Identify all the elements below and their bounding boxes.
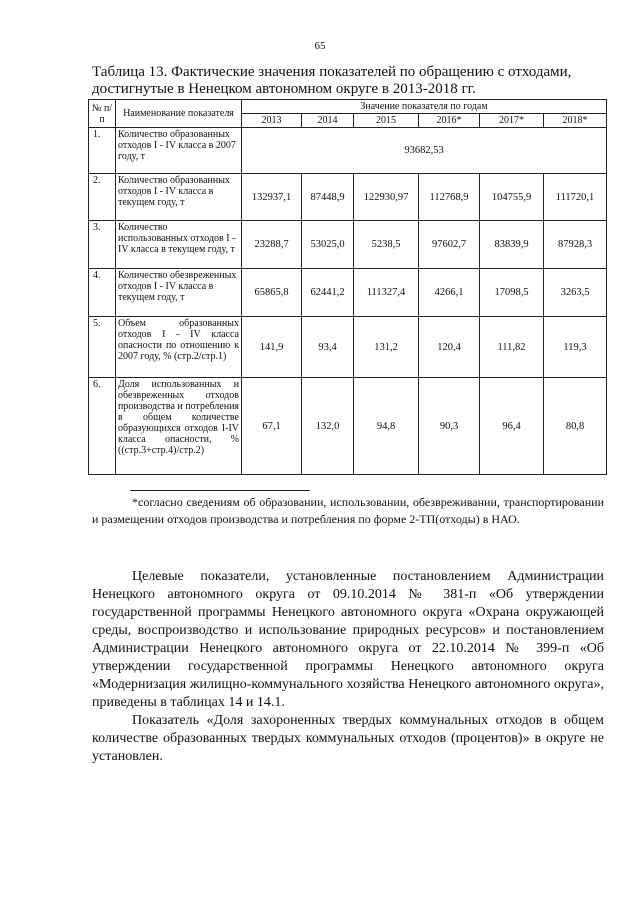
- row-num: 2.: [89, 174, 116, 221]
- cell-value: 3263,5: [544, 269, 607, 317]
- table-row: [89, 174, 607, 221]
- table-row: [89, 317, 607, 378]
- cell-value: 112768,9: [419, 174, 480, 221]
- row-num: 3.: [89, 221, 116, 269]
- header-year: 2013: [242, 114, 302, 128]
- cell-value: 87928,3: [544, 221, 607, 269]
- cell-value: 120,4: [419, 317, 480, 378]
- row-num: 1.: [89, 128, 116, 174]
- cell-value: 96,4: [480, 378, 544, 475]
- cell-value: 17098,5: [480, 269, 544, 317]
- cell-value: 23288,7: [242, 221, 302, 269]
- header-year: 2015: [354, 114, 419, 128]
- row-name: Объем образованных отходов I - IV класса опасности по отношению к 2007 году, % (стр.2/стр.1): [116, 317, 242, 378]
- header-year: 2017*: [480, 114, 544, 128]
- header-num: № п/п: [89, 100, 116, 128]
- table-row: [89, 269, 607, 317]
- row-num: 6.: [89, 378, 116, 475]
- footnote: *согласно сведениям об образовании, использовании, обезвреживании, транспортировании и размещении отходов производства и потребления по форме 2-ТП(отходы) в НАО.: [92, 495, 604, 526]
- footnote-divider: [130, 490, 310, 491]
- cell-value: 111720,1: [544, 174, 607, 221]
- caption-line-1: Таблица 13. Фактические значения показателей по обращению с отходами,: [92, 64, 572, 80]
- row-name: Доля использованных и обезвреженных отходов производства и потребления в общем количестве образующихся отходов I-IV класса опасности, % ((стр.3+стр.4)/стр.2): [116, 378, 242, 475]
- cell-value: 90,3: [419, 378, 480, 475]
- cell-value: 131,2: [354, 317, 419, 378]
- paragraph-targets: Целевые показатели, установленные постановлением Администрации Ненецкого автономного округа от 09.10.2014 № 381-п «Об утверждении государственной программы Ненецкого автономного округа «Охрана окружающей среды, воспроизводство и использование природных ресурсов» и постановлением Администрации Ненецкого автономного округа от 22.10.2014 № 399-п «Об утверждении государственной программы Ненецкого автономного округа «Модернизация жилищно-коммунального хозяйства Ненецкого автономного округа», приведены в таблицах 14 и 14.1.: [92, 569, 604, 710]
- indicators-table: [88, 99, 607, 475]
- caption-line-2: достигнутые в Ненецком автономном округе в 2013-2018 гг.: [92, 81, 476, 97]
- paragraph-indicator: Показатель «Доля захороненных твердых коммунальных отходов в общем количестве образованных твердых коммунальных отходов (процентов)» в округе не установлен.: [92, 713, 604, 764]
- cell-value: 65865,8: [242, 269, 302, 317]
- cell-value: 93,4: [302, 317, 354, 378]
- row-num: 5.: [89, 317, 116, 378]
- cell-value: 141,9: [242, 317, 302, 378]
- cell-value: 67,1: [242, 378, 302, 475]
- cell-value: 111,82: [480, 317, 544, 378]
- cell-value: 87448,9: [302, 174, 354, 221]
- cell-value: 5238,5: [354, 221, 419, 269]
- cell-value: 119,3: [544, 317, 607, 378]
- row-num: 4.: [89, 269, 116, 317]
- cell-value: 4266,1: [419, 269, 480, 317]
- header-year: 2016*: [419, 114, 480, 128]
- cell-value: 132,0: [302, 378, 354, 475]
- cell-value: 104755,9: [480, 174, 544, 221]
- table-caption: [92, 64, 604, 98]
- cell-value: 83839,9: [480, 221, 544, 269]
- page-number: 65: [314, 40, 326, 52]
- row-name: Количество образованных отходов I - IV класса в текущем году, т: [116, 174, 242, 221]
- header-year: 2014: [302, 114, 354, 128]
- cell-value: 111327,4: [354, 269, 419, 317]
- cell-value: 94,8: [354, 378, 419, 475]
- table-row: [89, 221, 607, 269]
- row-name: Количество обезвреженных отходов I - IV класса в текущем году, т: [116, 269, 242, 317]
- cell-value: 53025,0: [302, 221, 354, 269]
- table-row: [89, 378, 607, 475]
- row-merged-value: 93682,53: [242, 128, 607, 174]
- cell-value: 132937,1: [242, 174, 302, 221]
- row-name: Количество использованных отходов I - IV класса в текущем году, т: [116, 221, 242, 269]
- cell-value: 80,8: [544, 378, 607, 475]
- cell-value: 62441,2: [302, 269, 354, 317]
- header-year: 2018*: [544, 114, 607, 128]
- table-row: [89, 128, 607, 174]
- header-name: Наименование показателя: [116, 100, 242, 128]
- row-name: Количество образованных отходов I - IV класса в 2007 году, т: [116, 128, 242, 174]
- header-values-group: Значение показателя по годам: [242, 100, 607, 114]
- header-row-1: [89, 100, 607, 114]
- cell-value: 97602,7: [419, 221, 480, 269]
- cell-value: 122930,97: [354, 174, 419, 221]
